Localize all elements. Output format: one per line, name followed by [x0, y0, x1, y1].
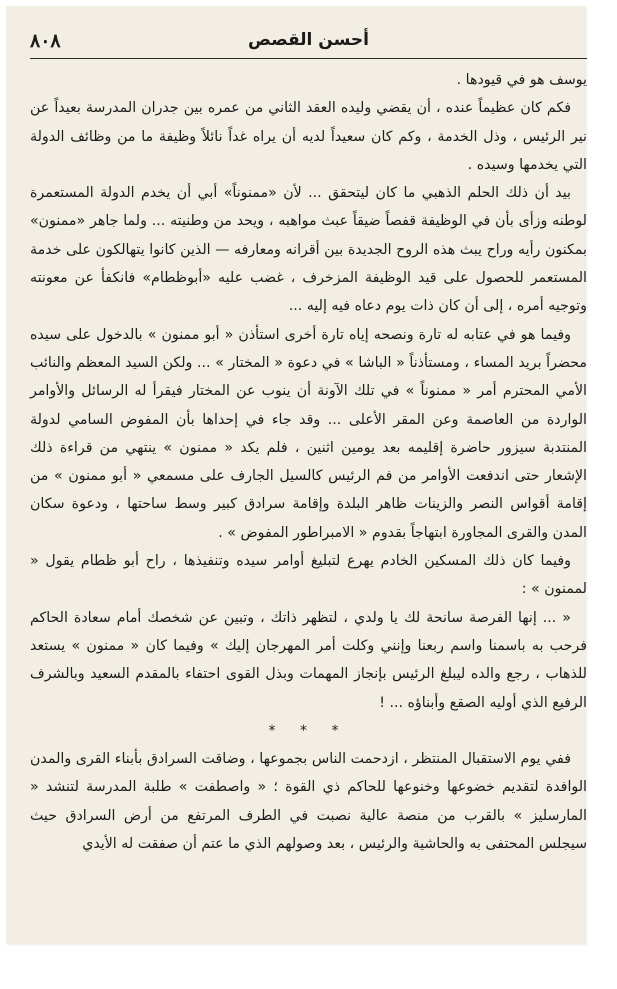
paragraph: بيد أن ذلك الحلم الذهبي ما كان ليتحقق ... لأن «ممنوناً» أبي أن يخدم الدولة المستعمرة لوطنه وزأى بأن في الوظيفة قفصاً ضيقاً عبث مواهبه ، ويحد من وطنيته ... ولما جاهر «ممنون» بمكنون رأيه وراح يبث هذه الروح الجديدة بين أقرانه ومعارفه — الذين كانوا يتهالكون على خدمة المستعمر للحصول على قيد الوظيفة المزخرف ، غضب عليه «أبوظطام» فانكفأ عن معونته وتوجيه أمره ، إلى أن كان ذات يوم دعاه فيه إليه ... [30, 185, 587, 315]
running-title: أحسن القصص [248, 30, 369, 50]
page-number: ٨٠٨ [30, 30, 61, 52]
header-rule [30, 58, 587, 59]
body-text [30, 66, 587, 858]
paragraph: وفيما هو في عتابه له تارة ونصحه إياه تارة أخرى استأذن « أبو ممنون » بالدخول على سيده محضراً بريد المساء ، ومستأذناً « الباشا » في دعوة « المختار » ... ولكن السيد المعظم والنائب الأمي المحترم أمر « ممنوناً » في تلك الآونة أن ينوب عن المختار فيقرأ له الرسائل والأوامر الواردة من العاصمة وعن المقر الأعلى ... وقد جاء في إحداها بأن المفوض السامي لدولة المنتدبة سيزور حاضرة إقليمه بعد يومين اثنين ، فلم يكد « ممنون » ينتهي من قراءة ذلك الإشعار حتى اندفعت الأوامر من فم الرئيس كالسيل الجارف على مسمعي « أبو ممنون » من إقامة أقواس النصر والزينات ظاهر البلدة وإقامة سرادق كبير وسط ساحتها ، ودعوة سكان المدن والقرى المجاورة ابتهاجاً بقدوم « الامبراطور المفوض » . [30, 326, 587, 541]
section-separator: * * * [268, 722, 349, 739]
paragraph: وفيما كان ذلك المسكين الخادم يهرع لتبليغ أوامر سيده وتنفيذها ، راح أبو ظطام يقول « لممنون » : [30, 553, 587, 598]
paragraph: « ... إنها الفرصة سانحة لك يا ولدي ، لتظهر ذاتك ، وتبين عن شخصك أمام سعادة الحاكم فرحب به باسمنا واسم ربعنا وإنني وكلت أمر المهرجان إليك » وفيما كان « ممنون » يستعد للذهاب ، رجع والده ليبلغ الرئيس بإنجاز المهمات وبذل القوى احتفاء بالمقدم السعيد وبالشرف الرفيع الذي أوليه الصقع وأبناؤه ... ! [30, 609, 587, 711]
paragraph: ففي يوم الاستقبال المنتظر ، ازدحمت الناس بجموعها ، وضاقت السرادق بأبناء القرى والمدن الوافدة لتقديم خضوعها وخنوعها للحاكم ذي القوة ؛ « واصطفت » طلبة المدرسة لتنشد « المارسليز » بالقرب من منصة عالية نصبت في الطرف المرتفع من أرض السرادق حيث سيجلس المحتفى به والحاشية والرئيس ، بعد وصولهم الذي ما عتم أن صفقت له الأيدي [30, 751, 587, 853]
paragraph: يوسف هو في قيودها . [456, 72, 587, 88]
paragraph: فكم كان عظيماً عنده ، أن يقضي وليده العقد الثاني من عمره بين جدران المدرسة بعيداً عن نير الرئيس ، وذل الخدمة ، وكم كان سعيداً لديه أن يراه غداً نائلاً وظيفة ما من وظائف الدولة التي يخدمها وسيده . [30, 100, 587, 173]
page-header [30, 30, 587, 58]
